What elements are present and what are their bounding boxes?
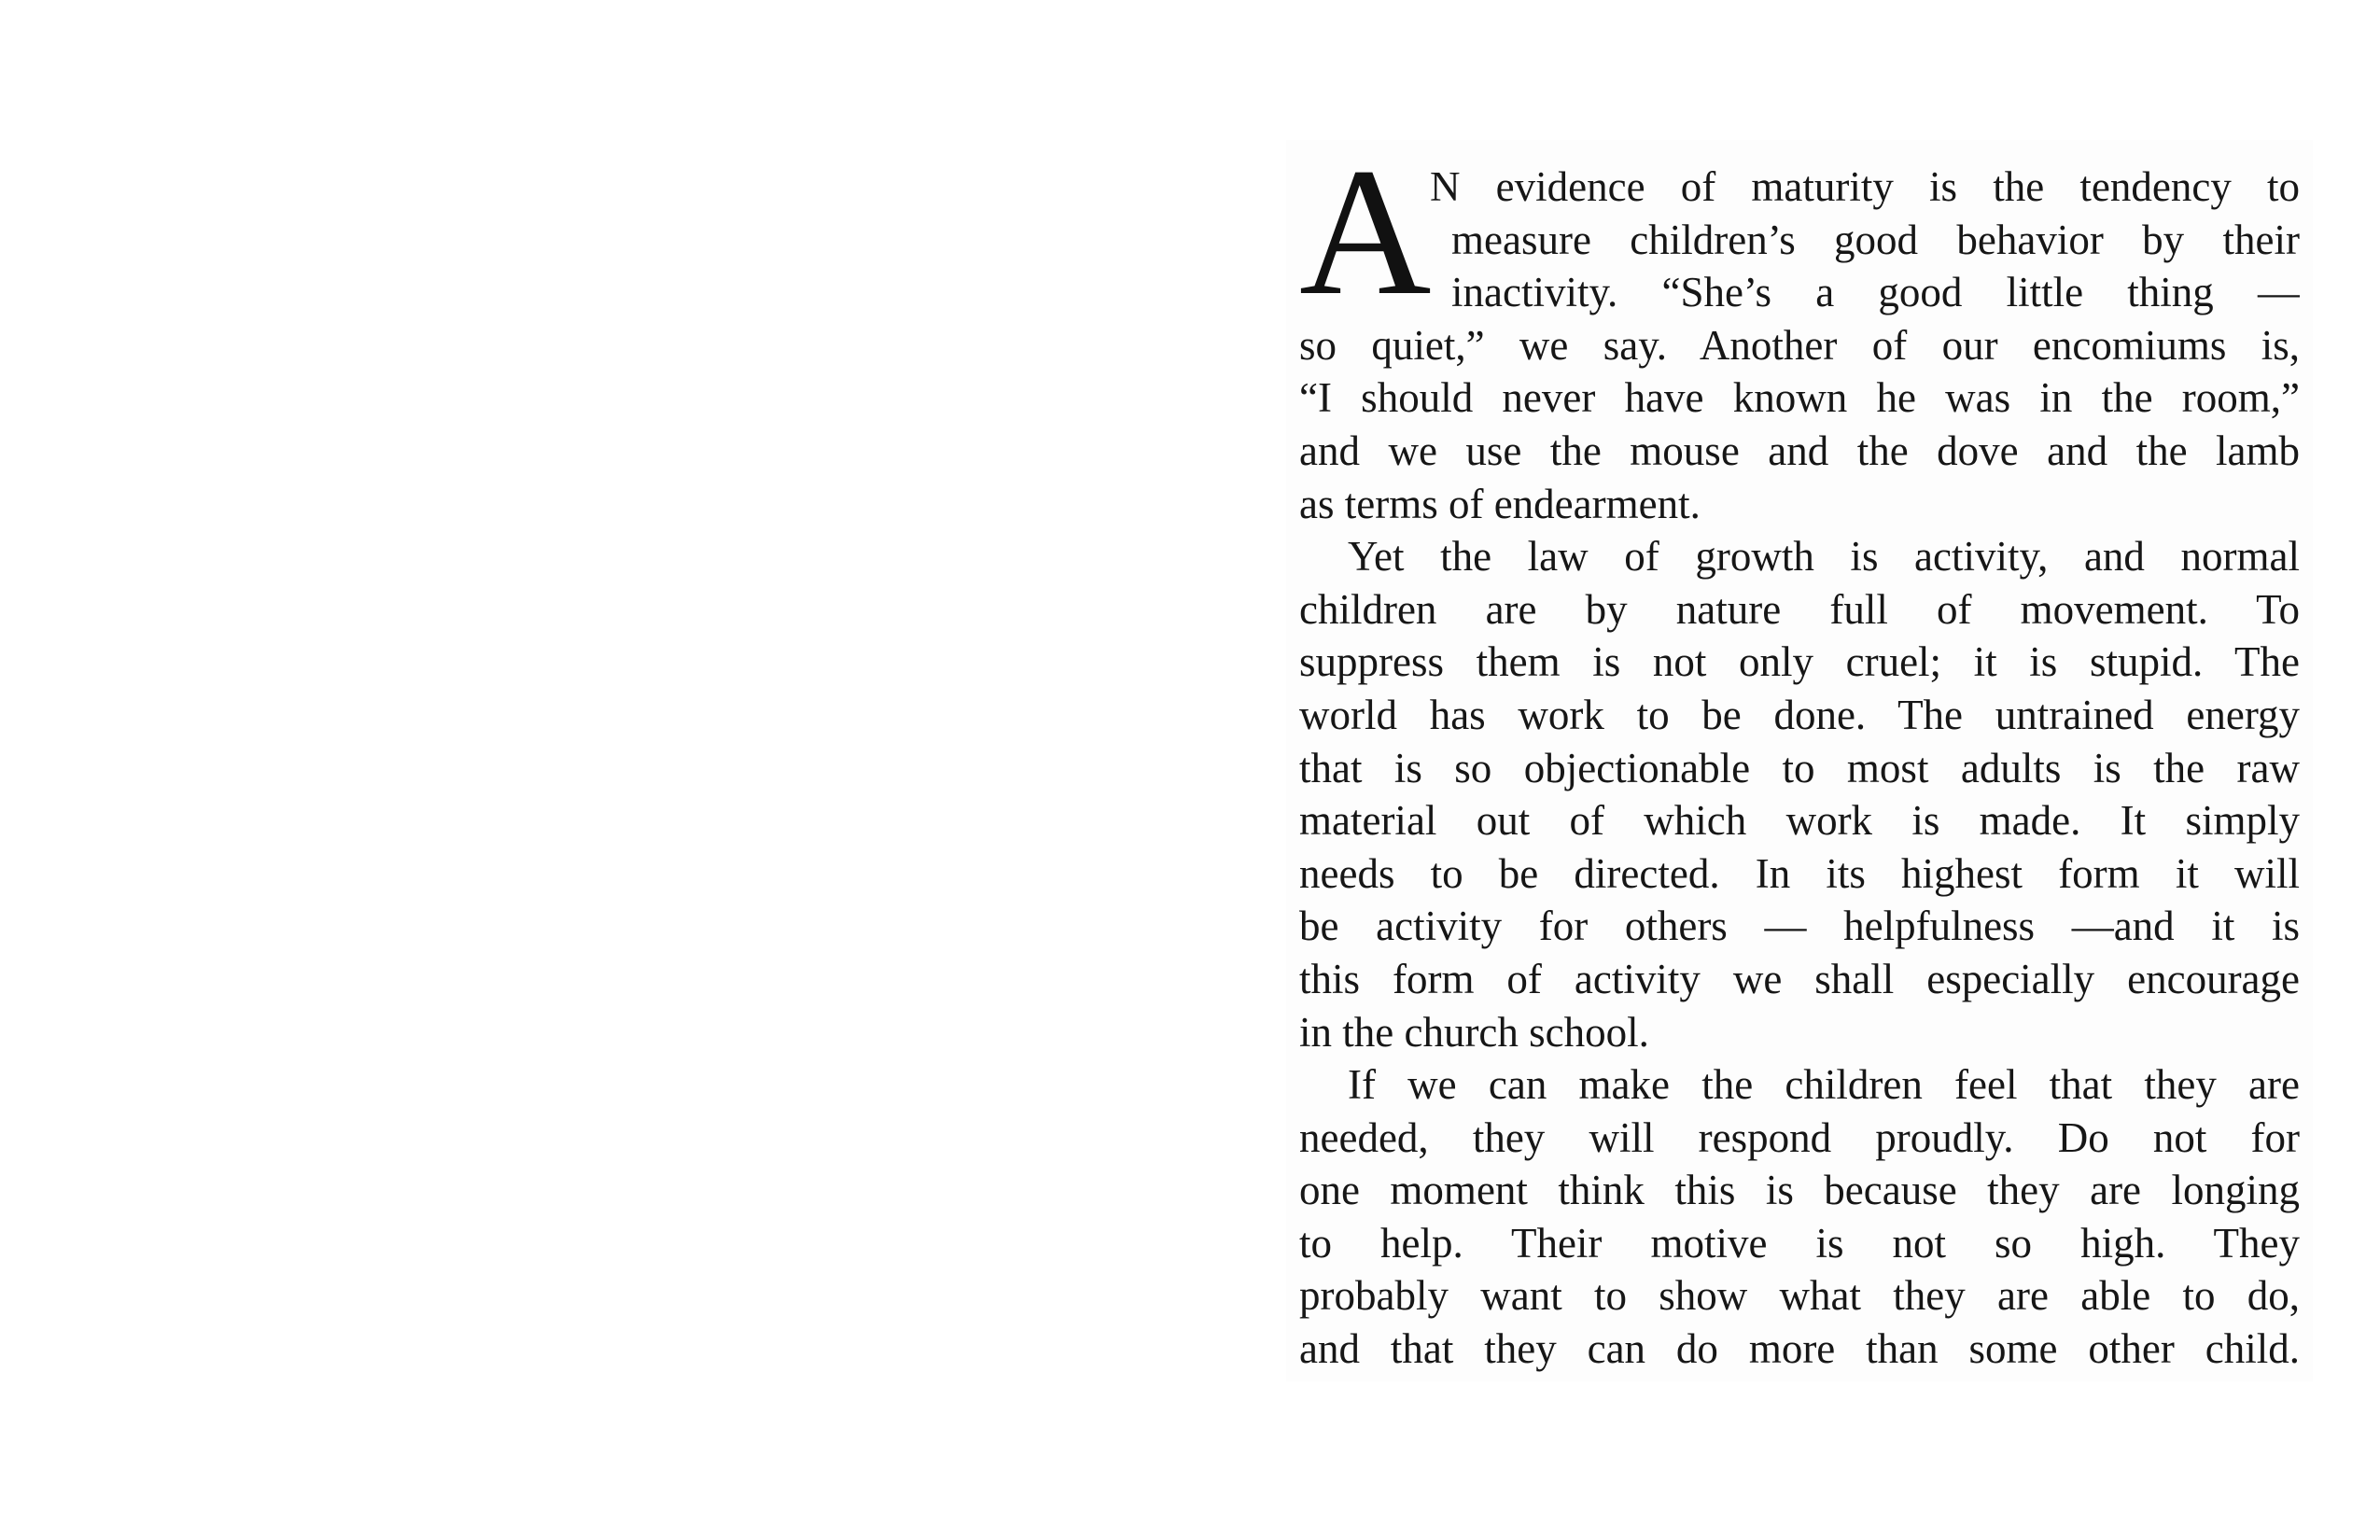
text-line: and that they can do more than some other child. [1299,1325,2300,1373]
text-line: Yet the law of growth is activity, and normal [1348,533,2300,581]
text-line: needs to be directed. In its highest form it will [1299,849,2300,897]
text-line: as terms of endearment. [1299,480,1701,527]
text-line: to help. Their motive is not so high. They [1299,1219,2300,1267]
paragraph-2 [1299,530,2300,1058]
text-line: that is so objectionable to most adults is the raw [1299,744,2300,791]
text-line: in the church school. [1299,1008,1649,1056]
text-line: children are by nature full of movement. To [1299,585,2300,633]
text-line: “I should never have known he was in the room,” [1299,374,2300,422]
paragraph-3 [1299,1058,2300,1376]
text-line: and we use the mouse and the dove and the lamb [1299,427,2300,474]
text-line: one moment think this is because they are longing [1299,1167,2300,1214]
text-line: probably want to show what they are able to do, [1299,1272,2300,1320]
text-line: suppress them is not only cruel; it is stupid. The [1299,638,2300,686]
text-line: so quiet,” we say. Another of our encomiums is, [1299,321,2300,369]
text-line: If we can make the children feel that they are [1348,1061,2300,1109]
article-text [1299,131,2300,1376]
text-line: be activity for others — helpfulness —and it is [1299,903,2300,950]
text-line: inactivity. “She’s a good little thing — [1451,269,2300,316]
paragraph-1 [1299,131,2300,530]
text-line: N evidence of maturity is the tendency to [1430,163,2300,210]
text-line: needed, they will respond proudly. Do not for [1299,1113,2300,1161]
text-line: world has work to be done. The untrained energy [1299,691,2300,738]
drop-cap: A [1299,131,1432,333]
text-line: this form of activity we shall especially encourage [1299,955,2300,1002]
text-line: material out of which work is made. It simply [1299,797,2300,845]
text-line: measure children’s good behavior by their [1451,216,2300,263]
